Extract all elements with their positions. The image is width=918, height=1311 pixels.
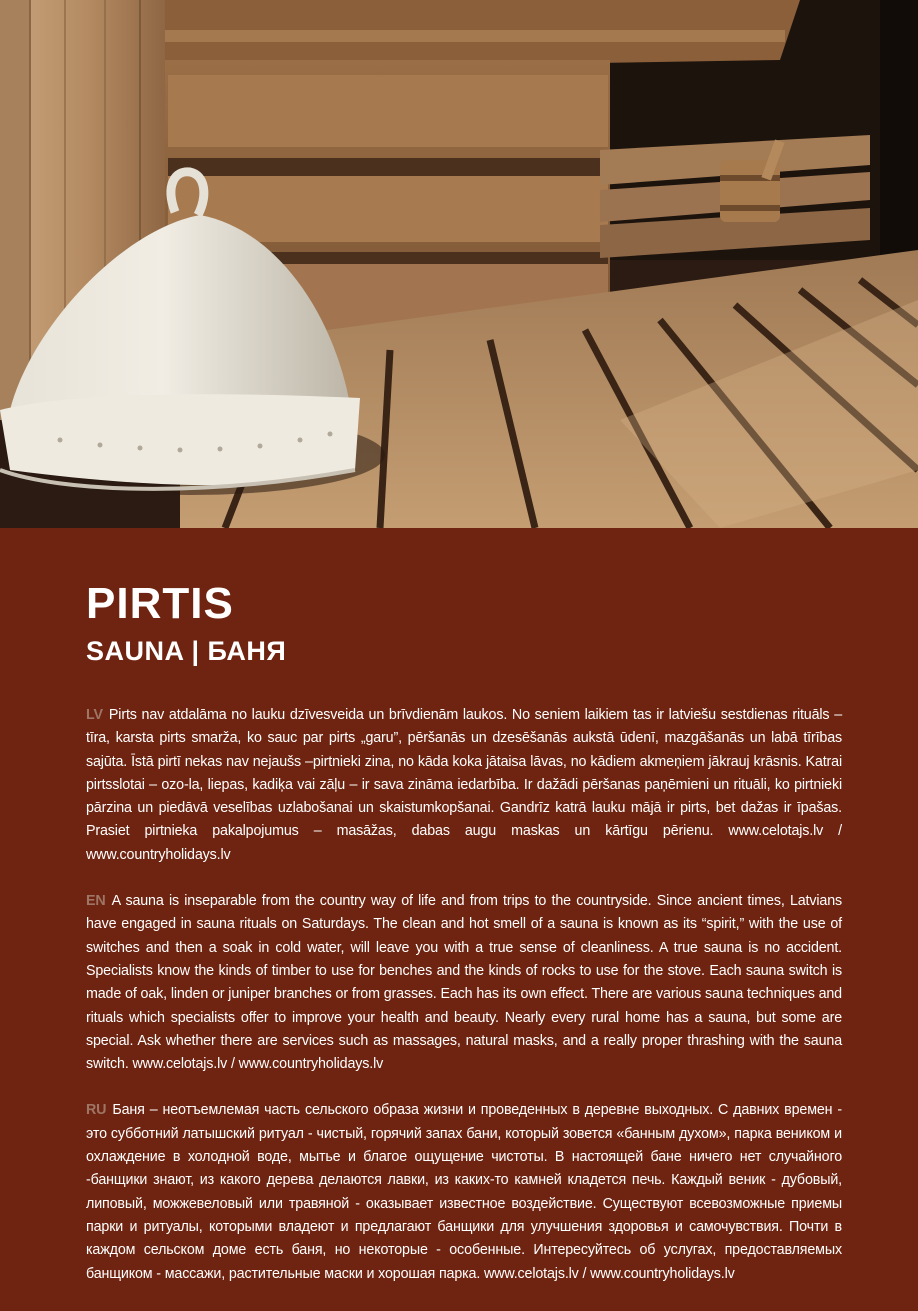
paragraph-ru-text: Баня – неотъемлемая часть сельского образа жизни и проведенных в деревне выходных. С давних времен - это субботний латышский ритуал - чистый, горячий запах бани, который зовется «банным духом», парка веником и охлаждение в холодной воде, мытье и благое ощущение чистоты. В настоящей бане ничего нет случайного -банщики знают, из какого дерева делаются лавки, из каких-то камней кладется печь. Каждый веник - дубовый, липовый, можжевеловый или травяной - оказывает известное воздействие. Существуют всевозможные приемы парки и ритуалы, которыми владеют и предлагают банщики для улучшения здоровья и самочувствия. Почти в каждом сельском доме есть баня, но некоторые - особенные. Интересуйтесь об услугах, предоставляемых банщиком - массажи, растительные маски и хорошая парка. www.celotajs.lv / www.countryholidays.lv: [86, 1102, 842, 1282]
paragraph-ru: [86, 1099, 842, 1285]
language-tag-en: EN: [86, 893, 106, 910]
article: [86, 578, 842, 1286]
page-title: PIRTIS: [86, 579, 234, 628]
paragraph-lv-text: Pirts nav atdalāma no lauku dzīvesveida un brīvdienām laukos. No seniem laikiem tas ir latviešu sestdienas rituāls – tīra, karsta pirts smarža, ko sauc par pirts „garu”, pēršanās un dzesēšanās aukstā ūdenī, mazgāšanās un labā tīrības sajūta. Īstā pirtī nekas nav nejaušs –pirtnieki zina, no kāda koka jātaisa lāvas, no kādiem akmeņiem jākrauj krāsnis. Katrai pirtsslotai – ozo-la, liepas, kadiķa vai zāļu – ir sava zināma iedarbība. Ir dažādi pēršanas paņēmieni un rituāli, ko pirtnieki pārzina un piedāvā veselības uzlabošanai un skaistumkopšanai. Gandrīz katrā lauku mājā ir pirts, bet dažas ir īpašas. Prasiet pirtnieka pakalpojumus – masāžas, dabas augu maskas un kārtīgu pērienu. www.celotajs.lv / www.countryholidays.lv: [86, 707, 842, 863]
paragraph-lv: [86, 704, 842, 867]
page-subtitle: SAUNA | БАНЯ: [86, 636, 287, 666]
paragraph-en: [86, 890, 842, 1076]
paragraph-en-text: A sauna is inseparable from the country way of life and from trips to the countryside. Since ancient times, Latvians have engaged in sauna rituals on Saturdays. The clean and hot smell of a sauna is known as its “spirit,” with the use of switches and then a soak in cold water, will leave you with a true sense of cleanliness. A true sauna is no accident. Specialists know the kinds of timber to use for benches and the kinds of rocks to use for the stove. Each sauna switch is made of oak, linden or juniper branches or from grasses. Each has its own effect. There are various sauna techniques and rituals which specialists offer to improve your health and beauty. Nearly every rural home has a sauna, but some are special. Ask whether there are services such as massages, natural masks, and a really proper thrashing with the sauna switch. www.celotajs.lv / www.countryholidays.lv: [86, 893, 842, 1073]
language-tag-lv: LV: [86, 707, 103, 723]
sauna-photo-illustration: [0, 0, 918, 528]
language-tag-ru: RU: [86, 1102, 107, 1119]
sauna-photo: [0, 0, 918, 528]
